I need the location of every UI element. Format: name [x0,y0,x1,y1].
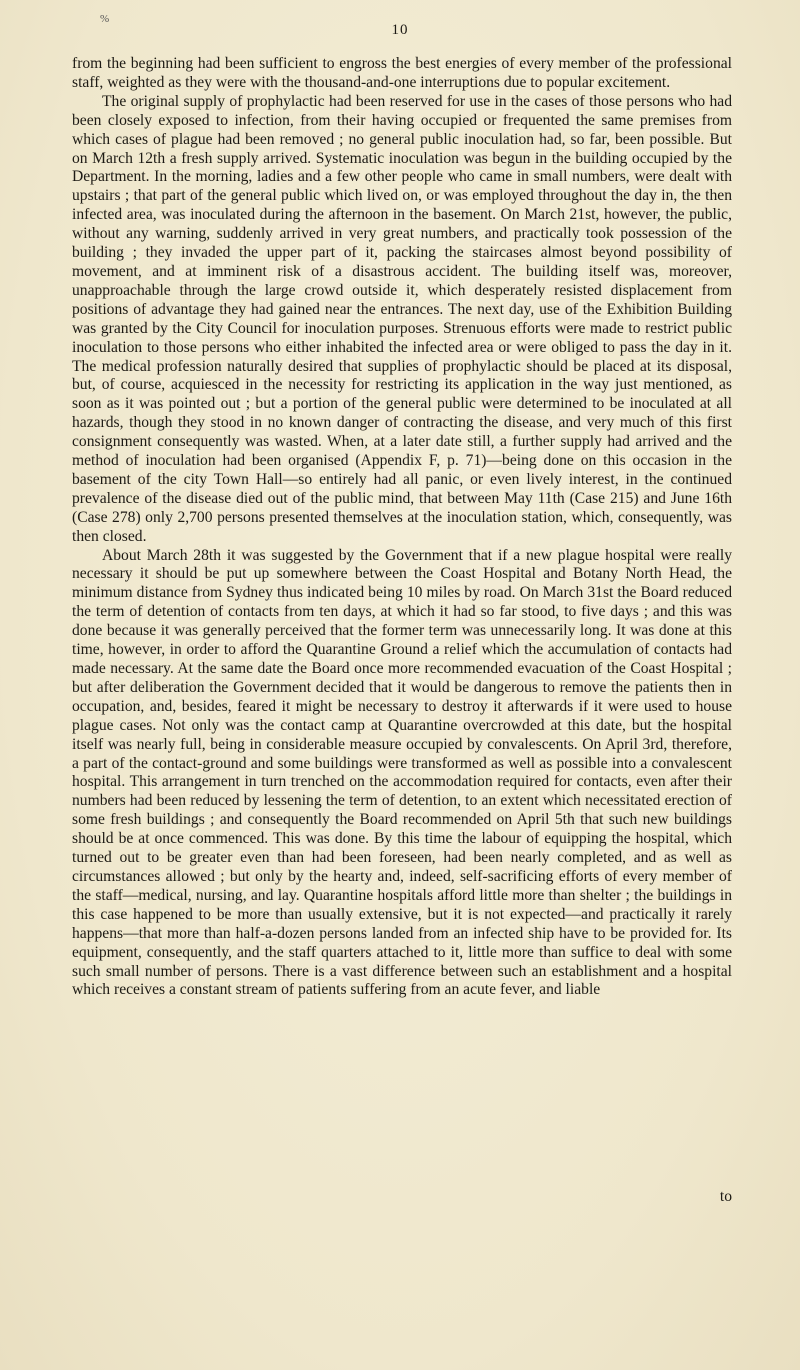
body-text [72,55,732,1000]
paragraph: from the beginning had been sufficient to engross the best energies of every member of the professional staff, weighted as they were with the thousand-and-one interruptions due to popular excitement. [72,55,732,91]
paragraph: About March 28th it was suggested by the Government that if a new plague hospital were really necessary it should be put up somewhere between the Coast Hospital and Botany North Head, the minimum distance from Sydney thus indicated being 10 miles by road. On March 31st the Board reduced the term of detention of contacts from ten days, at which it had so far stood, to five days ; and this was done because it was generally perceived that the former term was unnecessarily long. It was done at this time, however, in order to afford the Quarantine Ground a relief which the accumulation of contacts had made necessary. At the same date the Board once more recommended evacuation of the Coast Hospital ; but after deliberation the Government decided that it would be dangerous to remove the patients then in occupation, and, besides, feared it might be necessary to destroy it afterwards if it were used to house plague cases. Not only was the contact camp at Quarantine overcrowded at this date, but the hospital itself was nearly full, being in considerable measure occupied by convalescents. On April 3rd, therefore, a part of the contact-ground and some buildings were transformed as well as possible into a convalescent hospital. This arrangement in turn trenched on the accommodation required for contacts, even after their numbers had been reduced by lessening the term of detention, to an extent which necessitated erection of some fresh buildings ; and consequently the Board recommended on April 5th that such new buildings should be at once commenced. This was done. By this time the labour of equipping the hospital, which turned out to be greater even than had been foreseen, had been nearly completed, and as well as circumstances allowed ; but only by the hearty and, indeed, self-sacrificing efforts of every member of the staff—medical, nursing, and lay. Quarantine hospitals afford little more than shelter ; the buildings in this case happened to be more than usually extensive, but it is not expected—and practically it rarely happens—that more than half-a-dozen persons landed from an infected ship have to be provided for. Its equipment, consequently, and the staff quarters attached to it, little more than suffice to deal with some such small number of persons. There is a vast difference between such an establishment and a hospital which receives a constant stream of patients suffering from an acute fever, and liable [72,546,732,999]
catchword: to [719,1188,732,1205]
paragraph: The original supply of prophylactic had been reserved for use in the cases of those persons who had been closely exposed to infection, from their having occupied or frequented the same premises from which cases of plague had been removed ; no general public inoculation had, so far, been possible. But on March 12th a fresh supply arrived. Systematic inoculation was begun in the building occupied by the Department. In the morning, ladies and a few other people who came in small numbers, were dealt with upstairs ; that part of the general public which lived on, or was employed throughout the day in, the then infected area, was inoculated during the afternoon in the basement. On March 21st, however, the public, without any warning, suddenly arrived in very great numbers, and practically took possession of the building ; they invaded the upper part of it, packing the staircases almost beyond possibility of movement, and at imminent risk of a disastrous accident. The building itself was, moreover, unapproachable through the large crowd outside it, which desperately resisted displacement from positions of advantage they had gained near the entrances. The next day, use of the Exhibition Building was granted by the City Council for inoculation purposes. Strenuous efforts were made to restrict public inoculation to those persons who either inhabited the infected area or were obliged to pass the day in it. The medical profession naturally desired that supplies of prophylactic should be placed at its disposal, but, of course, acquiesced in the necessity for restricting its application in the way just mentioned, as soon as it was pointed out ; but a portion of the general public were determined to be inoculated at all hazards, though they stood in no known danger of contracting the disease, and very much of this first consignment consequently was wasted. When, at a later date still, a further supply had arrived and the method of inoculation had been organised (Appendix F, p. 71)—being done on this occasion in the basement of the city Town Hall—so entirely had all panic, or even lively interest, in the continued prevalence of the disease died out of the public mind, that between May 11th (Case 215) and June 16th (Case 278) only 2,700 persons presented themselves at the inoculation station, which, consequently, was then closed. [72,92,732,545]
page-number: 10 [391,22,409,38]
margin-mark: % [100,13,110,25]
